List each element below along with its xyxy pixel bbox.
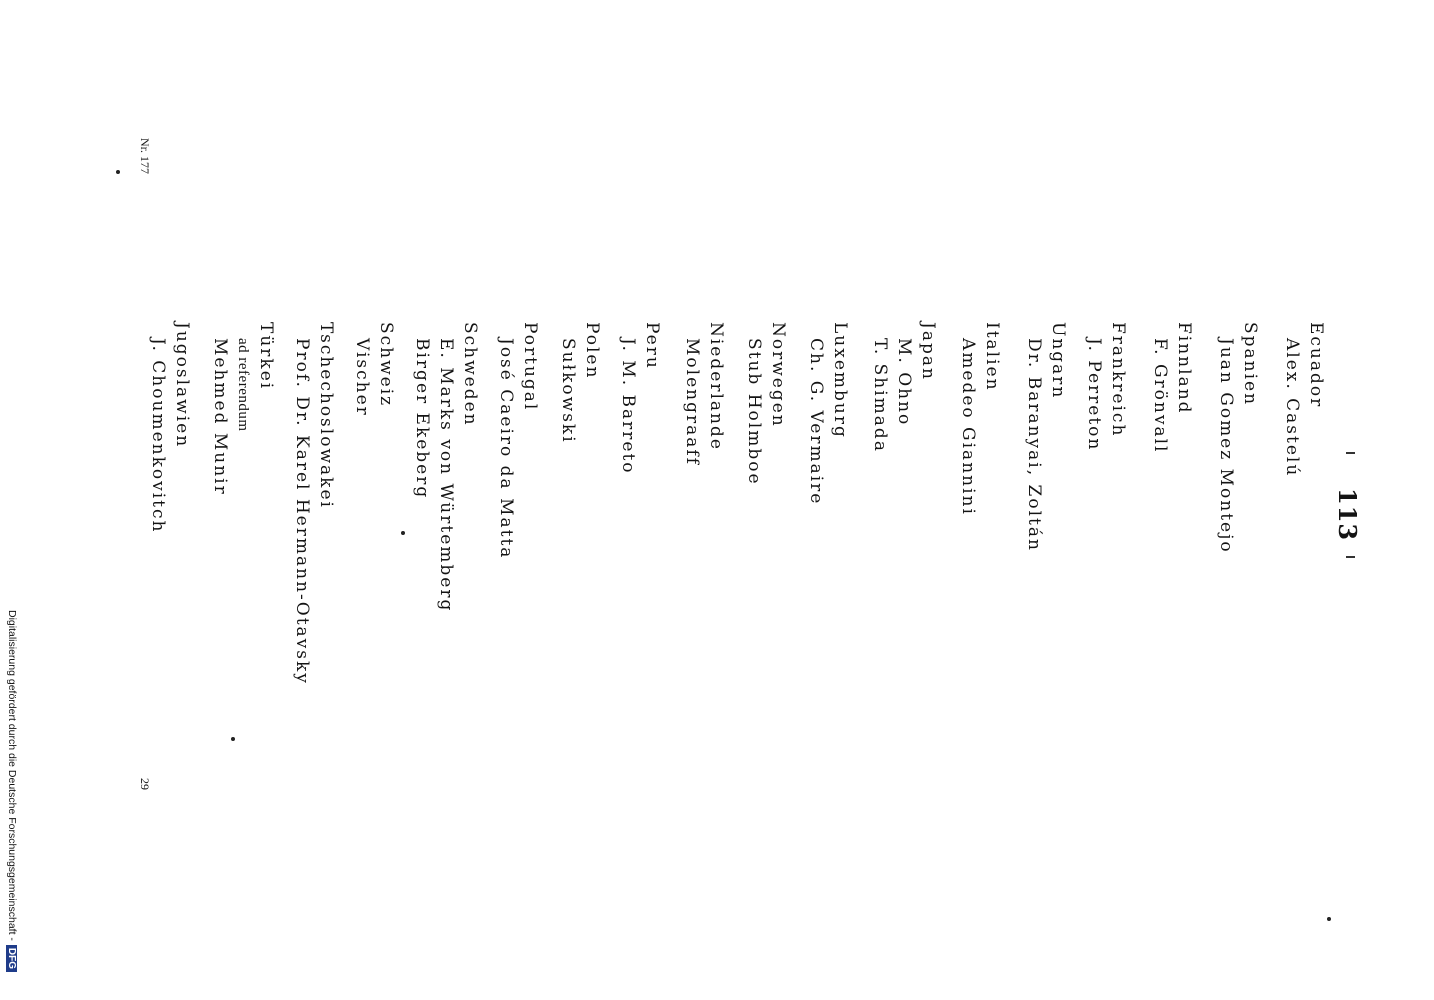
signatory-name: E. Marks von Würtemberg (436, 338, 456, 613)
signatory-name: Molengraaff (682, 338, 702, 466)
country-label: Schweiz (376, 322, 396, 408)
signatory-name: F. Grönvall (1150, 338, 1170, 454)
scan-speck (116, 170, 120, 174)
entry-schweden (410, 322, 482, 612)
entry-japan (868, 322, 940, 453)
signatory-name: Mehmed Munir (210, 338, 230, 496)
country-label: Schweden (460, 322, 480, 427)
country-label: Japan (918, 322, 938, 381)
country-label: Ungarn (1048, 322, 1068, 400)
document-number: Nr. 177 (138, 138, 152, 174)
dfg-logo: DFG (6, 945, 17, 972)
signatory-name: J. Perreton (1084, 338, 1104, 452)
entry-peru (616, 322, 664, 475)
digitization-credit (6, 610, 18, 972)
signatory-name: Ch. G. Vermaire (806, 338, 826, 506)
signatory-name: T. Shimada (870, 338, 890, 453)
signatory-name: Vischer (352, 338, 372, 417)
country-label: Ecuador (1306, 322, 1326, 409)
country-label: Spanien (1240, 322, 1260, 407)
signatory-name: J. M. Barreto (618, 338, 638, 475)
country-label: Finnland (1174, 322, 1194, 415)
dash-mark (1346, 556, 1355, 558)
annotation-text: ad referendum (235, 338, 251, 432)
country-label: Polen (582, 322, 602, 380)
country-label: Luxemburg (830, 322, 850, 439)
scan-speck (231, 737, 235, 741)
signatory-name: Prof. Dr. Karel Hermann-Otavsky (292, 338, 312, 685)
entry-tschechoslowakei (290, 322, 338, 685)
signatory-name: M. Ohno (894, 338, 914, 427)
page-number: 113 (1333, 488, 1362, 542)
entry-finnland (1148, 322, 1196, 453)
scan-speck (401, 531, 405, 535)
entry-schweiz (350, 322, 398, 417)
signatory-name: J. Choumenkovitch (148, 338, 168, 534)
signatory-name: Amedeo Giannini (958, 338, 978, 516)
entry-portugal (494, 322, 542, 559)
country-label: Jugoslawien (172, 322, 192, 449)
country-label: Italien (982, 322, 1002, 392)
signatory-name: Juan Gomez Montejo (1216, 338, 1236, 554)
signatory-name: Stub Holmboe (744, 338, 764, 486)
signatory-name: Dr. Baranyai, Zoltán (1024, 338, 1044, 552)
entry-ecuador (1280, 322, 1328, 477)
entry-tuerkei (208, 322, 278, 496)
entry-ungarn (1022, 322, 1070, 552)
entry-frankreich (1082, 322, 1130, 451)
signatory-name: Sułkowski (558, 338, 578, 444)
country-label: Frankreich (1108, 322, 1128, 438)
country-label: Türkei (256, 322, 276, 391)
scan-speck (1327, 917, 1331, 921)
country-label: Tschechoslowakei (316, 322, 336, 509)
entry-spanien (1214, 322, 1262, 554)
entry-italien (956, 322, 1004, 516)
signatory-name: Birger Ekeberg (412, 338, 432, 500)
country-label: Niederlande (706, 322, 726, 451)
entry-polen (556, 322, 604, 444)
entry-jugoslawien (146, 322, 194, 533)
entry-norwegen (742, 322, 790, 486)
signatory-name: Alex. Castelú (1282, 338, 1302, 478)
credit-text: Digitalisierung gefördert durch die Deutsche Forschungsgemeinschaft - (6, 610, 18, 941)
entry-niederlande (680, 322, 728, 466)
entry-luxemburg (804, 322, 852, 505)
signatory-name: José Caeiro da Matta (496, 338, 516, 560)
country-label: Peru (642, 322, 662, 370)
country-label: Norwegen (768, 322, 788, 428)
footer-number: 29 (138, 778, 152, 790)
dash-mark (1346, 452, 1355, 454)
country-label: Portugal (520, 322, 540, 412)
